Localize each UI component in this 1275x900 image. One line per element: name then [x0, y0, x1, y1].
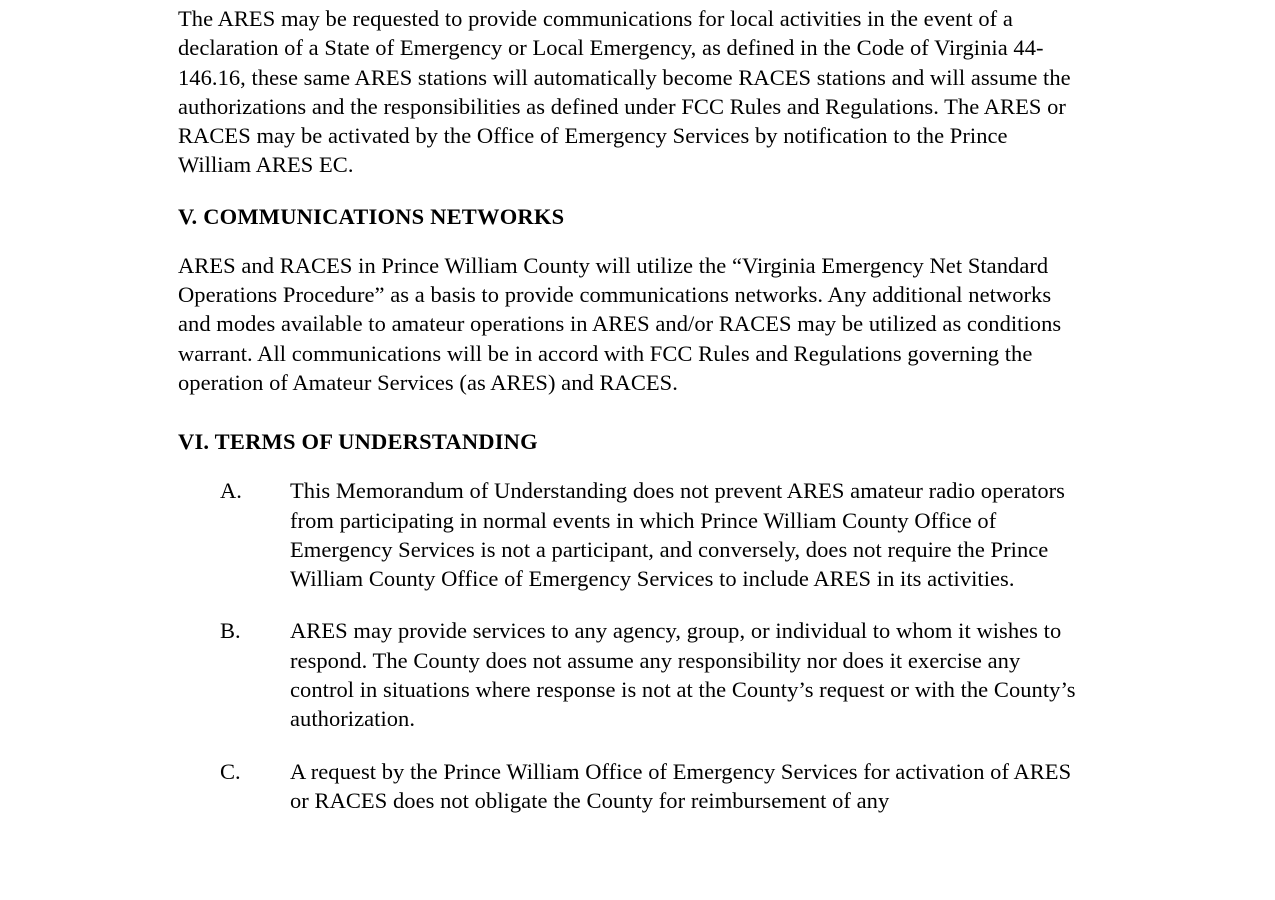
section-heading-communications-networks: V. COMMUNICATIONS NETWORKS	[178, 203, 565, 229]
terms-list	[178, 476, 1078, 815]
list-item	[178, 757, 1078, 816]
section-spacer	[178, 419, 1078, 427]
list-item-marker: C.	[220, 758, 241, 784]
page-content	[178, 4, 1078, 838]
list-item-text: A request by the Prince William Office of Emergency Services for activation of ARES or RACES does not obligate the County for reimbursement of any	[290, 758, 1072, 813]
list-item	[178, 476, 1078, 593]
list-item	[178, 616, 1078, 733]
list-item-text: ARES may provide services to any agency, group, or individual to whom it wishes to respond. The County does not assume any responsibility nor does it exercise any control in situations where response is not at the County’s request or with the County’s authorization.	[290, 618, 1076, 732]
intro-paragraph: The ARES may be requested to provide communications for local activities in the event of a declaration of a State of Emergency or Local Emergency, as defined in the Code of Virginia 44-146.16, these same ARES stations will automatically become RACES stations and will assume the authorizations and the responsibilities as defined under FCC Rules and Regulations. The ARES or RACES may be activated by the Office of Emergency Services by notification to the Prince William ARES EC.	[178, 6, 1071, 178]
section-heading-terms-of-understanding: VI. TERMS OF UNDERSTANDING	[178, 429, 538, 455]
section-v-paragraph: ARES and RACES in Prince William County will utilize the “Virginia Emergency Net Standard Operations Procedure” as a basis to provide communications networks. Any additional networks and modes available to amateur operations in ARES and/or RACES may be utilized as conditions warrant. All communications will be in accord with FCC Rules and Regulations governing the operation of Amateur Services (as ARES) and RACES.	[178, 252, 1062, 395]
list-item-text: This Memorandum of Understanding does not prevent ARES amateur radio operators from participating in normal events in which Prince William County Office of Emergency Services is not a participant, and conversely, does not require the Prince William County Office of Emergency Services to include ARES in its activities.	[290, 478, 1065, 592]
list-item-marker: A.	[220, 478, 242, 504]
list-item-marker: B.	[220, 618, 241, 644]
